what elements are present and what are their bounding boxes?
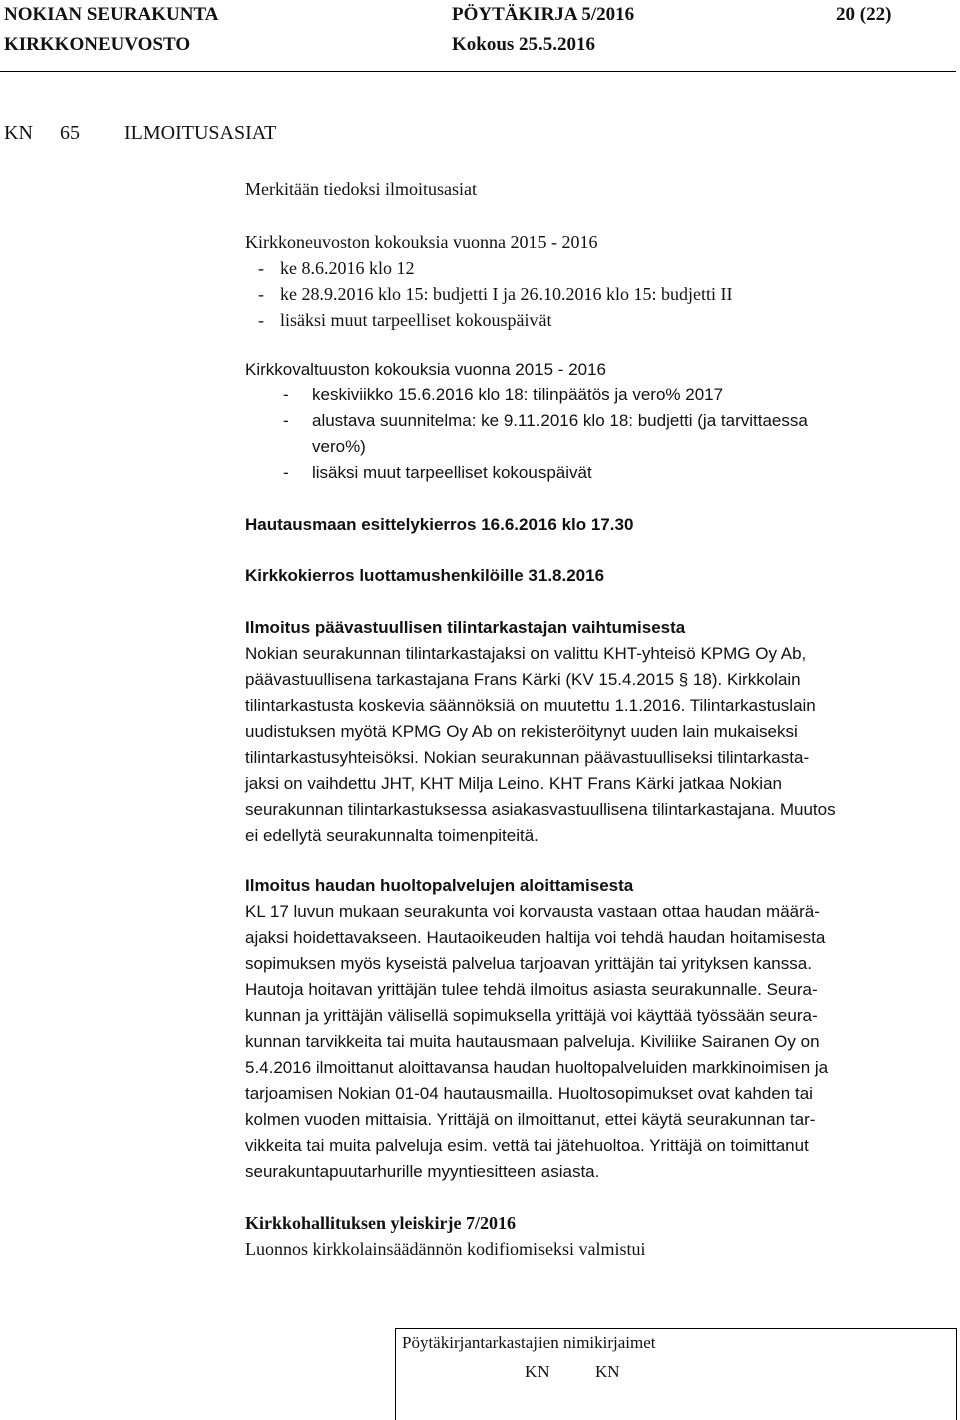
paragraph-line: tilintarkastusyhteisöksi. Nokian seurakunnan päävastuulliseksi tilintarkasta- — [245, 748, 810, 767]
paragraph-line: kolmen vuoden mittaisia. Yrittäjä on ilmoittanut, ettei käytä seurakunnan tar- — [245, 1110, 816, 1129]
meeting-date: Kokous 25.5.2016 — [452, 34, 596, 55]
section-code: KN — [4, 122, 33, 144]
paragraph-line: KL 17 luvun mukaan seurakunta voi korvausta vastaan ottaa haudan määrä- — [245, 902, 820, 921]
paragraph-line: seurakunnan tilintarkastuksessa asiakasvastuullisena tilintarkastajana. Muutos — [245, 800, 836, 819]
header-rule — [0, 71, 956, 72]
section-intro: Merkitään tiedoksi ilmoitusasiat — [245, 179, 477, 199]
circular-text: Luonnos kirkkolainsäädännön kodifiomiseksi valmistui — [245, 1239, 646, 1259]
list-dash: - — [258, 284, 264, 304]
paragraph-line: ei edellytä seurakunnalta toimenpiteitä. — [245, 826, 539, 845]
list-item: ke 28.9.2016 klo 15: budjetti I ja 26.10.2016 klo 15: budjetti II — [280, 284, 733, 304]
initials-1: KN — [525, 1362, 550, 1381]
kirkkoneuvosto-heading: Kirkkoneuvoston kokouksia vuonna 2015 - 2016 — [245, 232, 598, 252]
list-item: lisäksi muut tarpeelliset kokouspäivät — [312, 463, 592, 482]
paragraph-line: Nokian seurakunnan tilintarkastajaksi on valittu KHT-yhteisö KPMG Oy Ab, — [245, 644, 807, 663]
list-item: ke 8.6.2016 klo 12 — [280, 258, 415, 278]
paragraph-line: sopimuksen myös kyseistä palvelua tarjoavan yrittäjän tai yrityksen kanssa. — [245, 954, 812, 973]
paragraph-line: 5.4.2016 ilmoittanut aloittavansa haudan huoltopalveluiden markkinoimisen ja — [245, 1058, 829, 1077]
auditor-notice-text — [245, 641, 955, 849]
paragraph-line: uudistuksen myötä KPMG Oy Ab on rekisteröitynyt uuden lain mukaiseksi — [245, 722, 798, 741]
list-dash: - — [283, 411, 289, 430]
list-dash: - — [258, 310, 264, 330]
section-title: ILMOITUSASIAT — [124, 122, 277, 144]
paragraph-line: kunnan tarvikkeita tai muita hautausmaan palveluja. Kiviliike Sairanen Oy on — [245, 1032, 820, 1051]
paragraph-line: seurakuntapuutarhurille myyntiesitteen asiasta. — [245, 1162, 600, 1181]
initials-box — [395, 1328, 957, 1420]
page-number: 20 (22) — [836, 4, 892, 25]
paragraph-line: ajaksi hoidettavakseen. Hautaoikeuden haltija voi tehdä haudan hoitamisesta — [245, 928, 826, 947]
list-dash: - — [283, 463, 289, 482]
grave-care-heading: Ilmoitus haudan huoltopalvelujen aloittamisesta — [245, 876, 634, 895]
hautausmaa-tour: Hautausmaan esittelykierros 16.6.2016 klo 17.30 — [245, 515, 634, 534]
paragraph-line: vikkeita tai muita palveluja esim. vettä tai jätehuoltoa. Yrittäjä on toimittanut — [245, 1136, 809, 1155]
circular-heading: Kirkkohallituksen yleiskirje 7/2016 — [245, 1213, 517, 1233]
document-title: PÖYTÄKIRJA 5/2016 — [452, 4, 635, 25]
initials-label: Pöytäkirjantarkastajien nimikirjaimet — [402, 1333, 656, 1352]
section-number: 65 — [60, 122, 80, 144]
list-item: keskiviikko 15.6.2016 klo 18: tilinpäätös ja vero% 2017 — [312, 385, 724, 404]
grave-care-text — [245, 899, 955, 1185]
list-item-continuation: vero%) — [312, 437, 366, 456]
paragraph-line: Hautoja hoitavan yrittäjän tulee tehdä ilmoitus asiasta seurakunnalle. Seura- — [245, 980, 818, 999]
list-item: alustava suunnitelma: ke 9.11.2016 klo 18: budjetti (ja tarvittaessa — [312, 411, 808, 430]
initials-2: KN — [595, 1362, 620, 1381]
list-dash: - — [283, 385, 289, 404]
kirkkokierros: Kirkkokierros luottamushenkilöille 31.8.2016 — [245, 566, 605, 585]
body-name: KIRKKONEUVOSTO — [4, 34, 191, 55]
org-name: NOKIAN SEURAKUNTA — [4, 4, 219, 25]
list-item: lisäksi muut tarpeelliset kokouspäivät — [280, 310, 552, 330]
paragraph-line: tilintarkastusta koskevia säännöksiä on muutettu 1.1.2016. Tilintarkastuslain — [245, 696, 816, 715]
paragraph-line: päävastuullisena tarkastajana Frans Kärki (KV 15.4.2015 § 18). Kirkkolain — [245, 670, 801, 689]
auditor-notice-heading: Ilmoitus päävastuullisen tilintarkastajan vaihtumisesta — [245, 618, 686, 637]
kirkkovaltuusto-heading: Kirkkovaltuuston kokouksia vuonna 2015 - 2016 — [245, 360, 607, 379]
paragraph-line: kunnan ja yrittäjän välisellä sopimuksella yrittäjä voi käyttää työssään seura- — [245, 1006, 818, 1025]
paragraph-line: tarjoamisen Nokian 01-04 hautausmailla. Huoltosopimukset ovat kahden tai — [245, 1084, 813, 1103]
paragraph-line: jaksi on vaihdettu JHT, KHT Milja Leino. KHT Frans Kärki jatkaa Nokian — [245, 774, 782, 793]
list-dash: - — [258, 258, 264, 278]
